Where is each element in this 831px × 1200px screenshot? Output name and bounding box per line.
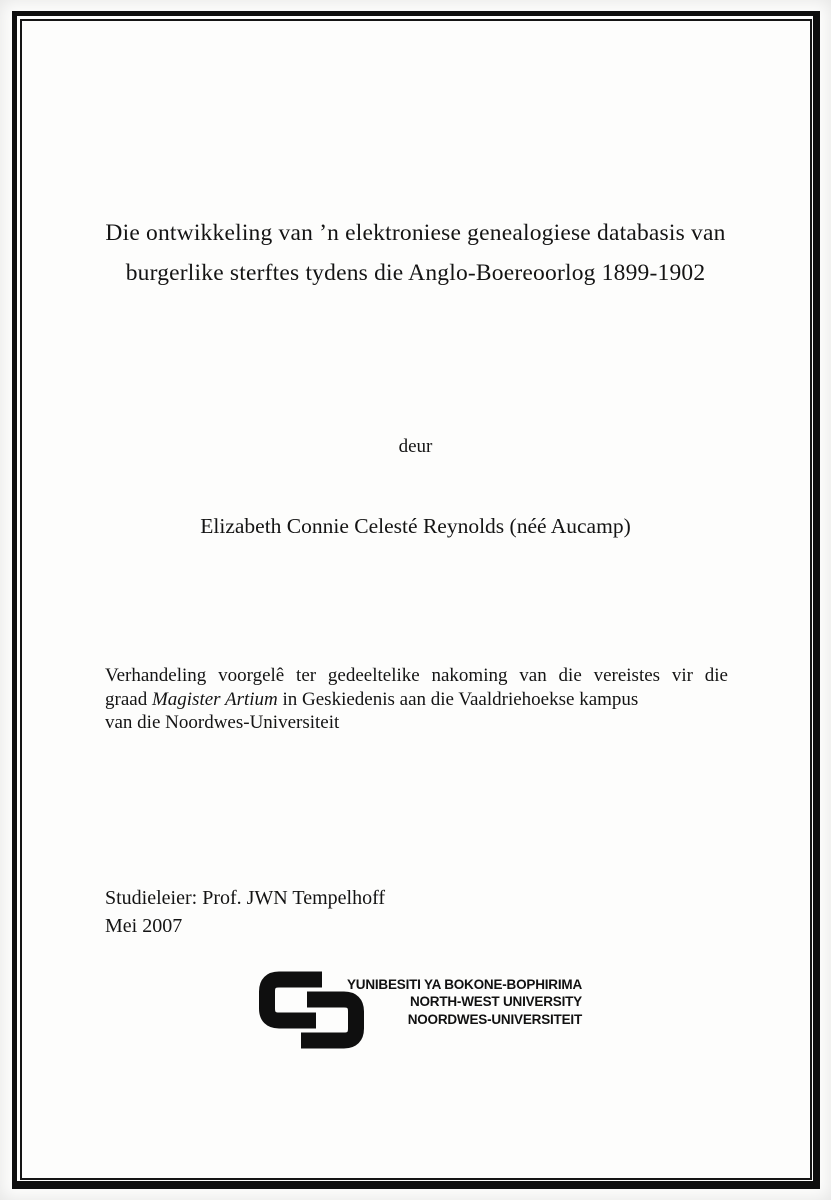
logo-text-setswana: YUNIBESITI YA BOKONE-BOPHIRIMA xyxy=(346,977,582,992)
thesis-title-line2: burgerlike sterftes tydens die Anglo-Boereoorlog 1899-1902 xyxy=(125,260,706,286)
degree-name-italic: Magister Artium xyxy=(151,688,278,710)
thesis-title-line1: Die ontwikkeling van ’n elektroniese genealogiese databasis van xyxy=(105,220,726,246)
byline-label: deur xyxy=(398,436,433,457)
degree-statement-line1: Verhandeling voorgelê ter gedeeltelike nakoming van die vereistes vir die xyxy=(105,665,728,686)
university-logo-text xyxy=(324,976,582,1028)
logo-text-english: NORTH-WEST UNIVERSITY xyxy=(409,994,582,1010)
thesis-title xyxy=(22,213,809,293)
degree-statement-line2-post: in Geskiedenis aan die Vaaldriehoekse kampus xyxy=(277,688,639,710)
degree-statement xyxy=(105,664,728,735)
supervisor-block xyxy=(105,885,385,940)
logo-text-afrikaans: NOORDWES-UNIVERSITEIT xyxy=(407,1011,582,1027)
degree-statement-line2 xyxy=(105,688,728,712)
degree-statement-line2-pre: graad xyxy=(105,688,152,710)
author-name: Elizabeth Connie Celesté Reynolds (néé Aucamp) xyxy=(200,514,631,538)
supervisor-line: Studieleier: Prof. JWN Tempelhoff xyxy=(105,887,386,909)
university-logo xyxy=(258,971,588,1051)
date-line: Mei 2007 xyxy=(105,914,183,937)
degree-statement-line3: van die Noordwes-Universiteit xyxy=(105,712,340,734)
